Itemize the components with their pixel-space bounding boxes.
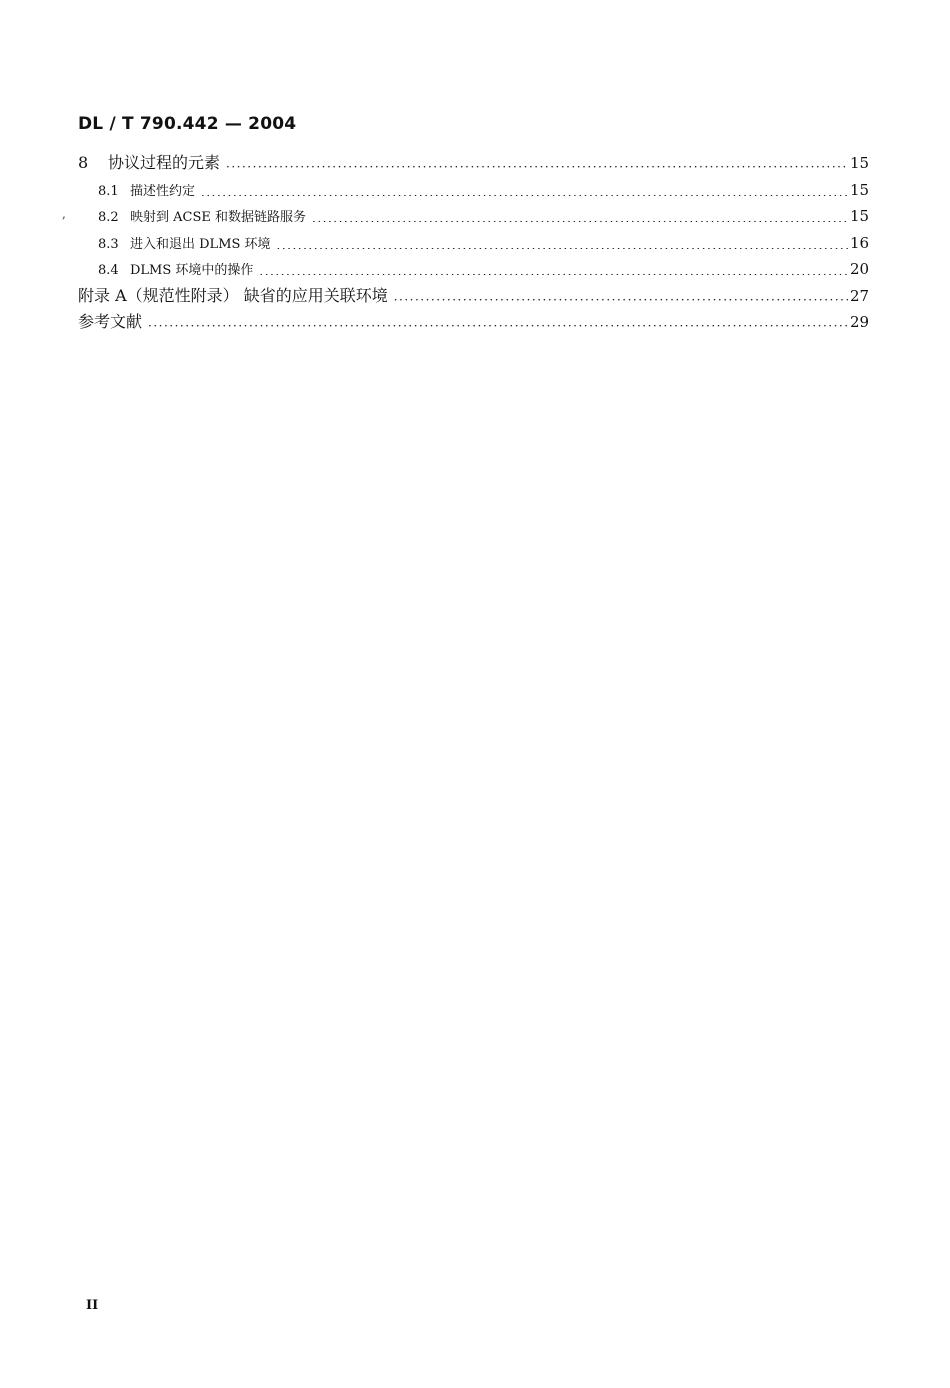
- toc-entry-8-2[interactable]: [78, 203, 868, 230]
- toc-dot-leader: [277, 236, 848, 249]
- toc-entry-number: 8: [78, 153, 89, 172]
- toc-entry-8-3[interactable]: [78, 230, 868, 257]
- toc-entry-page: 15: [850, 154, 870, 172]
- toc-entry-8[interactable]: [78, 150, 868, 177]
- scan-mark: ,: [62, 207, 66, 221]
- toc-dot-leader: [394, 286, 848, 302]
- toc-entry-title: 描述性约定: [130, 183, 196, 199]
- toc-entry-8-1[interactable]: [78, 177, 868, 204]
- toc-entry-page: 27: [850, 286, 870, 305]
- document-id-header: DL / T 790.442 — 2004: [78, 114, 297, 134]
- toc-entry-title: 参考文献: [78, 312, 143, 331]
- toc-entry-page: 29: [850, 313, 870, 331]
- toc-entry-title: 映射到 ACSE 和数据链路服务: [130, 210, 306, 225]
- toc-dot-leader: [259, 262, 848, 275]
- toc-entry-title: DLMS 环境中的操作: [130, 263, 254, 278]
- toc-entry-number: 8.4: [98, 263, 119, 278]
- toc-dot-leader: [312, 209, 848, 222]
- toc-entry-page: 15: [850, 180, 870, 199]
- toc-entry-references[interactable]: [78, 309, 868, 336]
- toc-entry-page: 20: [850, 260, 870, 278]
- toc-dot-leader: [201, 183, 848, 196]
- table-of-contents: [78, 150, 868, 336]
- toc-dot-leader: [226, 153, 848, 169]
- toc-entry-title: 附录 A（规范性附录） 缺省的应用关联环境: [78, 285, 388, 305]
- toc-entry-number: 8.3: [98, 236, 119, 252]
- toc-entry-8-4[interactable]: [78, 256, 868, 283]
- toc-entry-title: 协议过程的元素: [108, 153, 221, 172]
- toc-entry-number: 8.1: [98, 183, 119, 199]
- page-number: II: [86, 1298, 99, 1313]
- toc-entry-appendix-a[interactable]: [78, 283, 868, 310]
- toc-entry-page: 16: [850, 233, 870, 252]
- toc-entry-page: 15: [850, 207, 870, 225]
- toc-entry-number: 8.2: [98, 210, 119, 225]
- toc-entry-title: 进入和退出 DLMS 环境: [130, 236, 271, 252]
- toc-dot-leader: [148, 312, 848, 328]
